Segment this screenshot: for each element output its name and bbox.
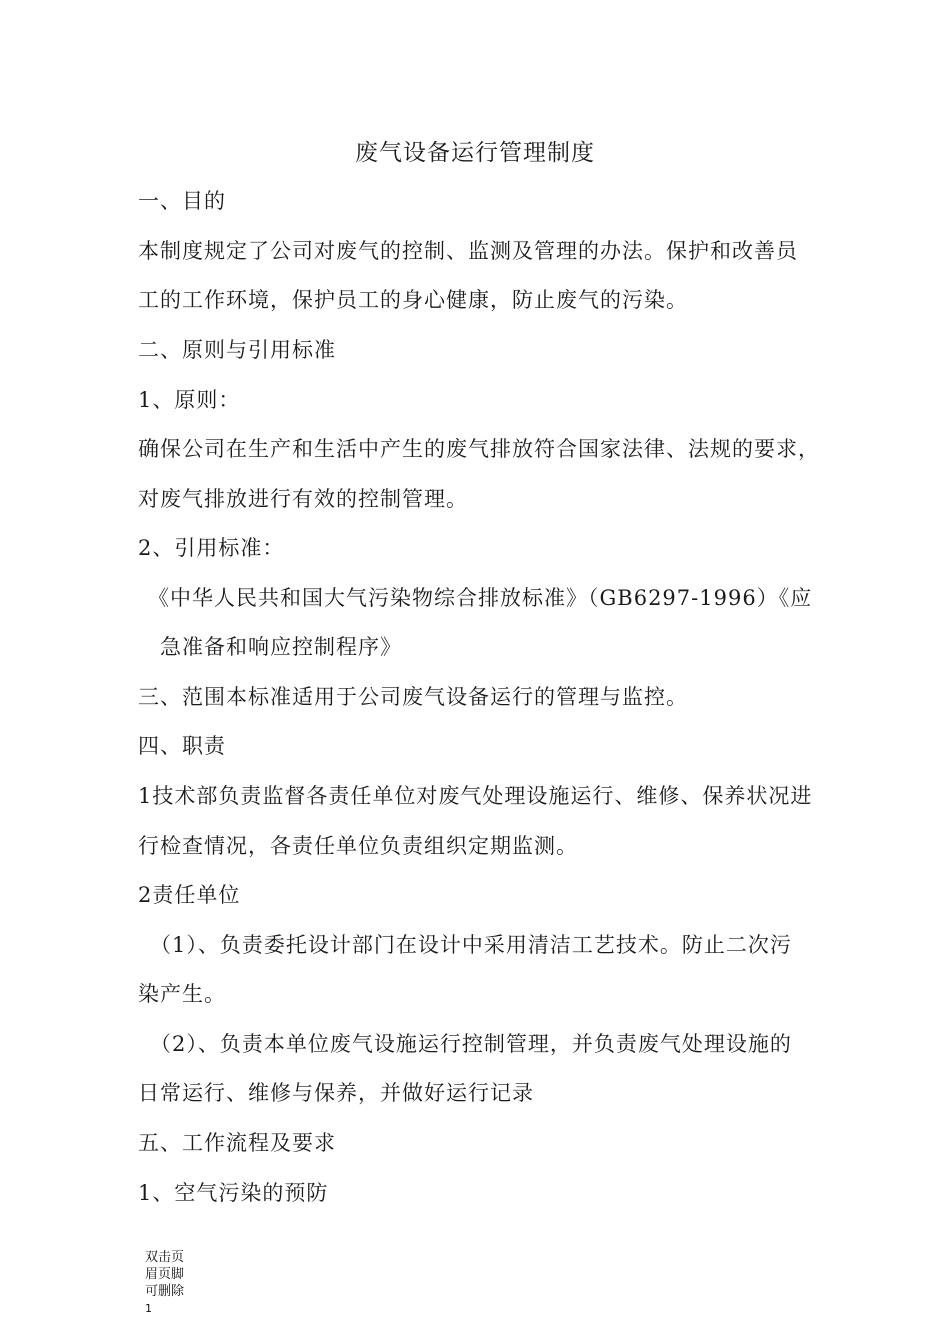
subsection-heading: 1、空气污染的预防 (138, 1181, 329, 1205)
page-footer (145, 1249, 184, 1317)
footer-hint-line: 双击页 (145, 1250, 185, 1265)
paragraph-line: 行检查情况，各责任单位负责组织定期监测。 (138, 834, 578, 858)
footer-hint-line: 可删除 (145, 1284, 185, 1299)
paragraph-line: 工的工作环境，保护员工的身心健康，防止废气的污染。 (138, 288, 688, 312)
footer-hint-line: 眉页脚 (145, 1267, 185, 1282)
paragraph-line: 《中华人民共和国大气污染物综合排放标准》（GB6297-1996）《应 (148, 586, 813, 610)
paragraph-line: 染产生。 (138, 982, 226, 1006)
subsection-heading: 1、原则： (138, 388, 241, 412)
paragraph-line: （2）、负责本单位废气设施运行控制管理，并负责废气处理设施的 (150, 1032, 792, 1056)
section-heading: 五、工作流程及要求 (138, 1131, 336, 1155)
paragraph-line: 确保公司在生产和生活中产生的废气排放符合国家法律、法规的要求， (138, 437, 820, 461)
paragraph-line: 1技术部负责监督各责任单位对废气处理设施运行、维修、保养状况进 (138, 784, 813, 808)
section-heading: 四、职责 (138, 734, 226, 758)
subsection-heading: 2责任单位 (138, 883, 241, 907)
section-heading: 一、目的 (138, 189, 226, 213)
paragraph-line: 日常运行、维修与保养，并做好运行记录 (138, 1081, 534, 1105)
paragraph-line: （1）、负责委托设计部门在设计中采用清洁工艺技术。防止二次污 (150, 933, 792, 957)
document-title: 废气设备运行管理制度 (355, 140, 595, 166)
subsection-heading: 2、引用标准： (138, 536, 285, 560)
section-heading: 三、范围本标准适用于公司废气设备运行的管理与监控。 (138, 685, 688, 709)
page-number: 1 (145, 1302, 152, 1315)
paragraph-line: 对废气排放进行有效的控制管理。 (138, 487, 468, 511)
section-heading: 二、原则与引用标准 (138, 338, 336, 362)
paragraph-line: 本制度规定了公司对废气的控制、监测及管理的办法。保护和改善员 (138, 239, 798, 263)
paragraph-line: 急准备和响应控制程序》 (160, 635, 402, 659)
